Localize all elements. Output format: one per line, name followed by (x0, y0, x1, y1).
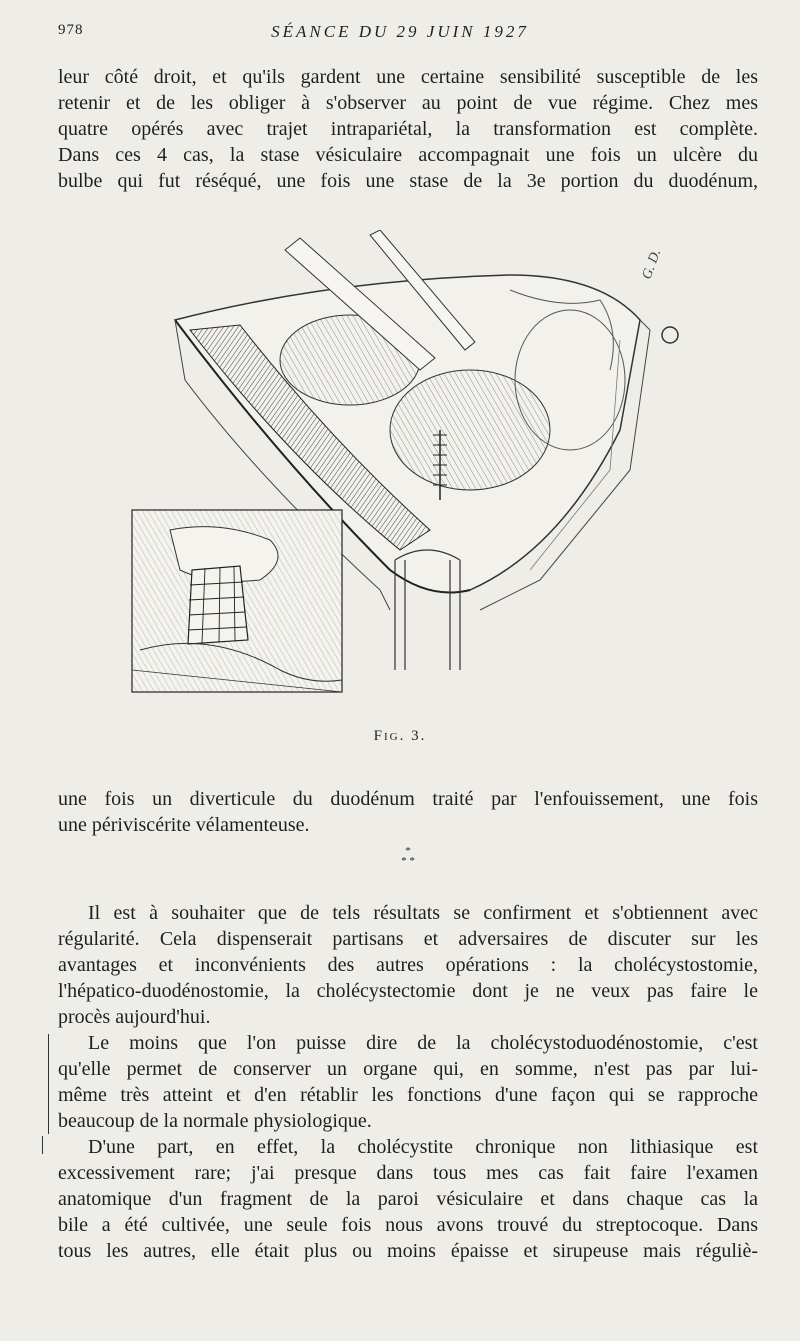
paragraph-4 (58, 1030, 758, 1134)
text-line: bulbe qui fut réséqué, une fois une stase de la 3e portion du duodénum, (58, 170, 758, 192)
text-line: l'hépatico-duodénostomie, la cholécystectomie dont je ne veux pas faire le (58, 980, 758, 1002)
text-line: bile a été cultivée, une seule fois nous avons trouvé du streptocoque. Dans (58, 1214, 758, 1236)
separator-bottom: * * (401, 855, 415, 867)
text-line: excessivement rare; j'ai presque dans tous mes cas fait faire l'examen (58, 1162, 758, 1184)
separator-top: * (405, 845, 411, 857)
illustrator-signature: G. D. (639, 247, 665, 282)
page-number: 978 (58, 22, 84, 38)
text-line: une périviscérite vélamenteuse. (58, 814, 310, 836)
text-line: régularité. Cela dispenserait partisans et adversaires de discuter sur les (58, 928, 758, 950)
paragraph-1 (58, 64, 758, 194)
section-separator (388, 846, 428, 866)
text-line: Dans ces 4 cas, la stase vésiculaire accompagnait une fois un ulcère du (58, 144, 758, 166)
paragraph-3 (58, 900, 758, 1030)
text-line: procès aujourd'hui. (58, 1006, 211, 1028)
text-line: retenir et de les obliger à s'observer au point de vue régime. Chez mes (58, 92, 758, 114)
text-line: D'une part, en effet, la cholécystite chronique non lithiasique est (88, 1136, 758, 1158)
text-line: qu'elle permet de conserver un organe qui, en somme, n'est pas par lui- (58, 1058, 758, 1080)
text-line: même très atteint et d'en rétablir les fonctions d'une façon qui se rapproche (58, 1084, 758, 1106)
text-line: beaucoup de la normale physiologique. (58, 1110, 372, 1132)
text-line: leur côté droit, et qu'ils gardent une certaine sensibilité susceptible de les (58, 66, 758, 88)
surgical-illustration (130, 230, 690, 700)
margin-mark (42, 1136, 43, 1154)
text-line: tous les autres, elle était plus ou moins épaisse et sirupeuse mais réguliè- (58, 1240, 758, 1262)
text-line: anatomique d'un fragment de la paroi vésiculaire et dans chaque cas la (58, 1188, 758, 1210)
text-line: Il est à souhaiter que de tels résultats se confirment et s'obtiennent avec (88, 902, 758, 924)
paragraph-5 (58, 1134, 758, 1264)
text-line: avantages et inconvénients des autres opérations : la cholécystostomie, (58, 954, 758, 976)
paragraph-2 (58, 786, 758, 838)
running-title: SÉANCE DU 29 JUIN 1927 (271, 22, 529, 41)
figure-caption: Fig. 3. (373, 728, 427, 744)
surgical-figure (130, 230, 690, 700)
text-line: quatre opérés avec trajet intrapariétal, la transformation est complète. (58, 118, 758, 140)
margin-mark (48, 1034, 49, 1134)
text-line: Le moins que l'on puisse dire de la cholécystoduodénostomie, c'est (88, 1032, 758, 1054)
text-line: une fois un diverticule du duodénum traité par l'enfouissement, une fois (58, 788, 758, 810)
